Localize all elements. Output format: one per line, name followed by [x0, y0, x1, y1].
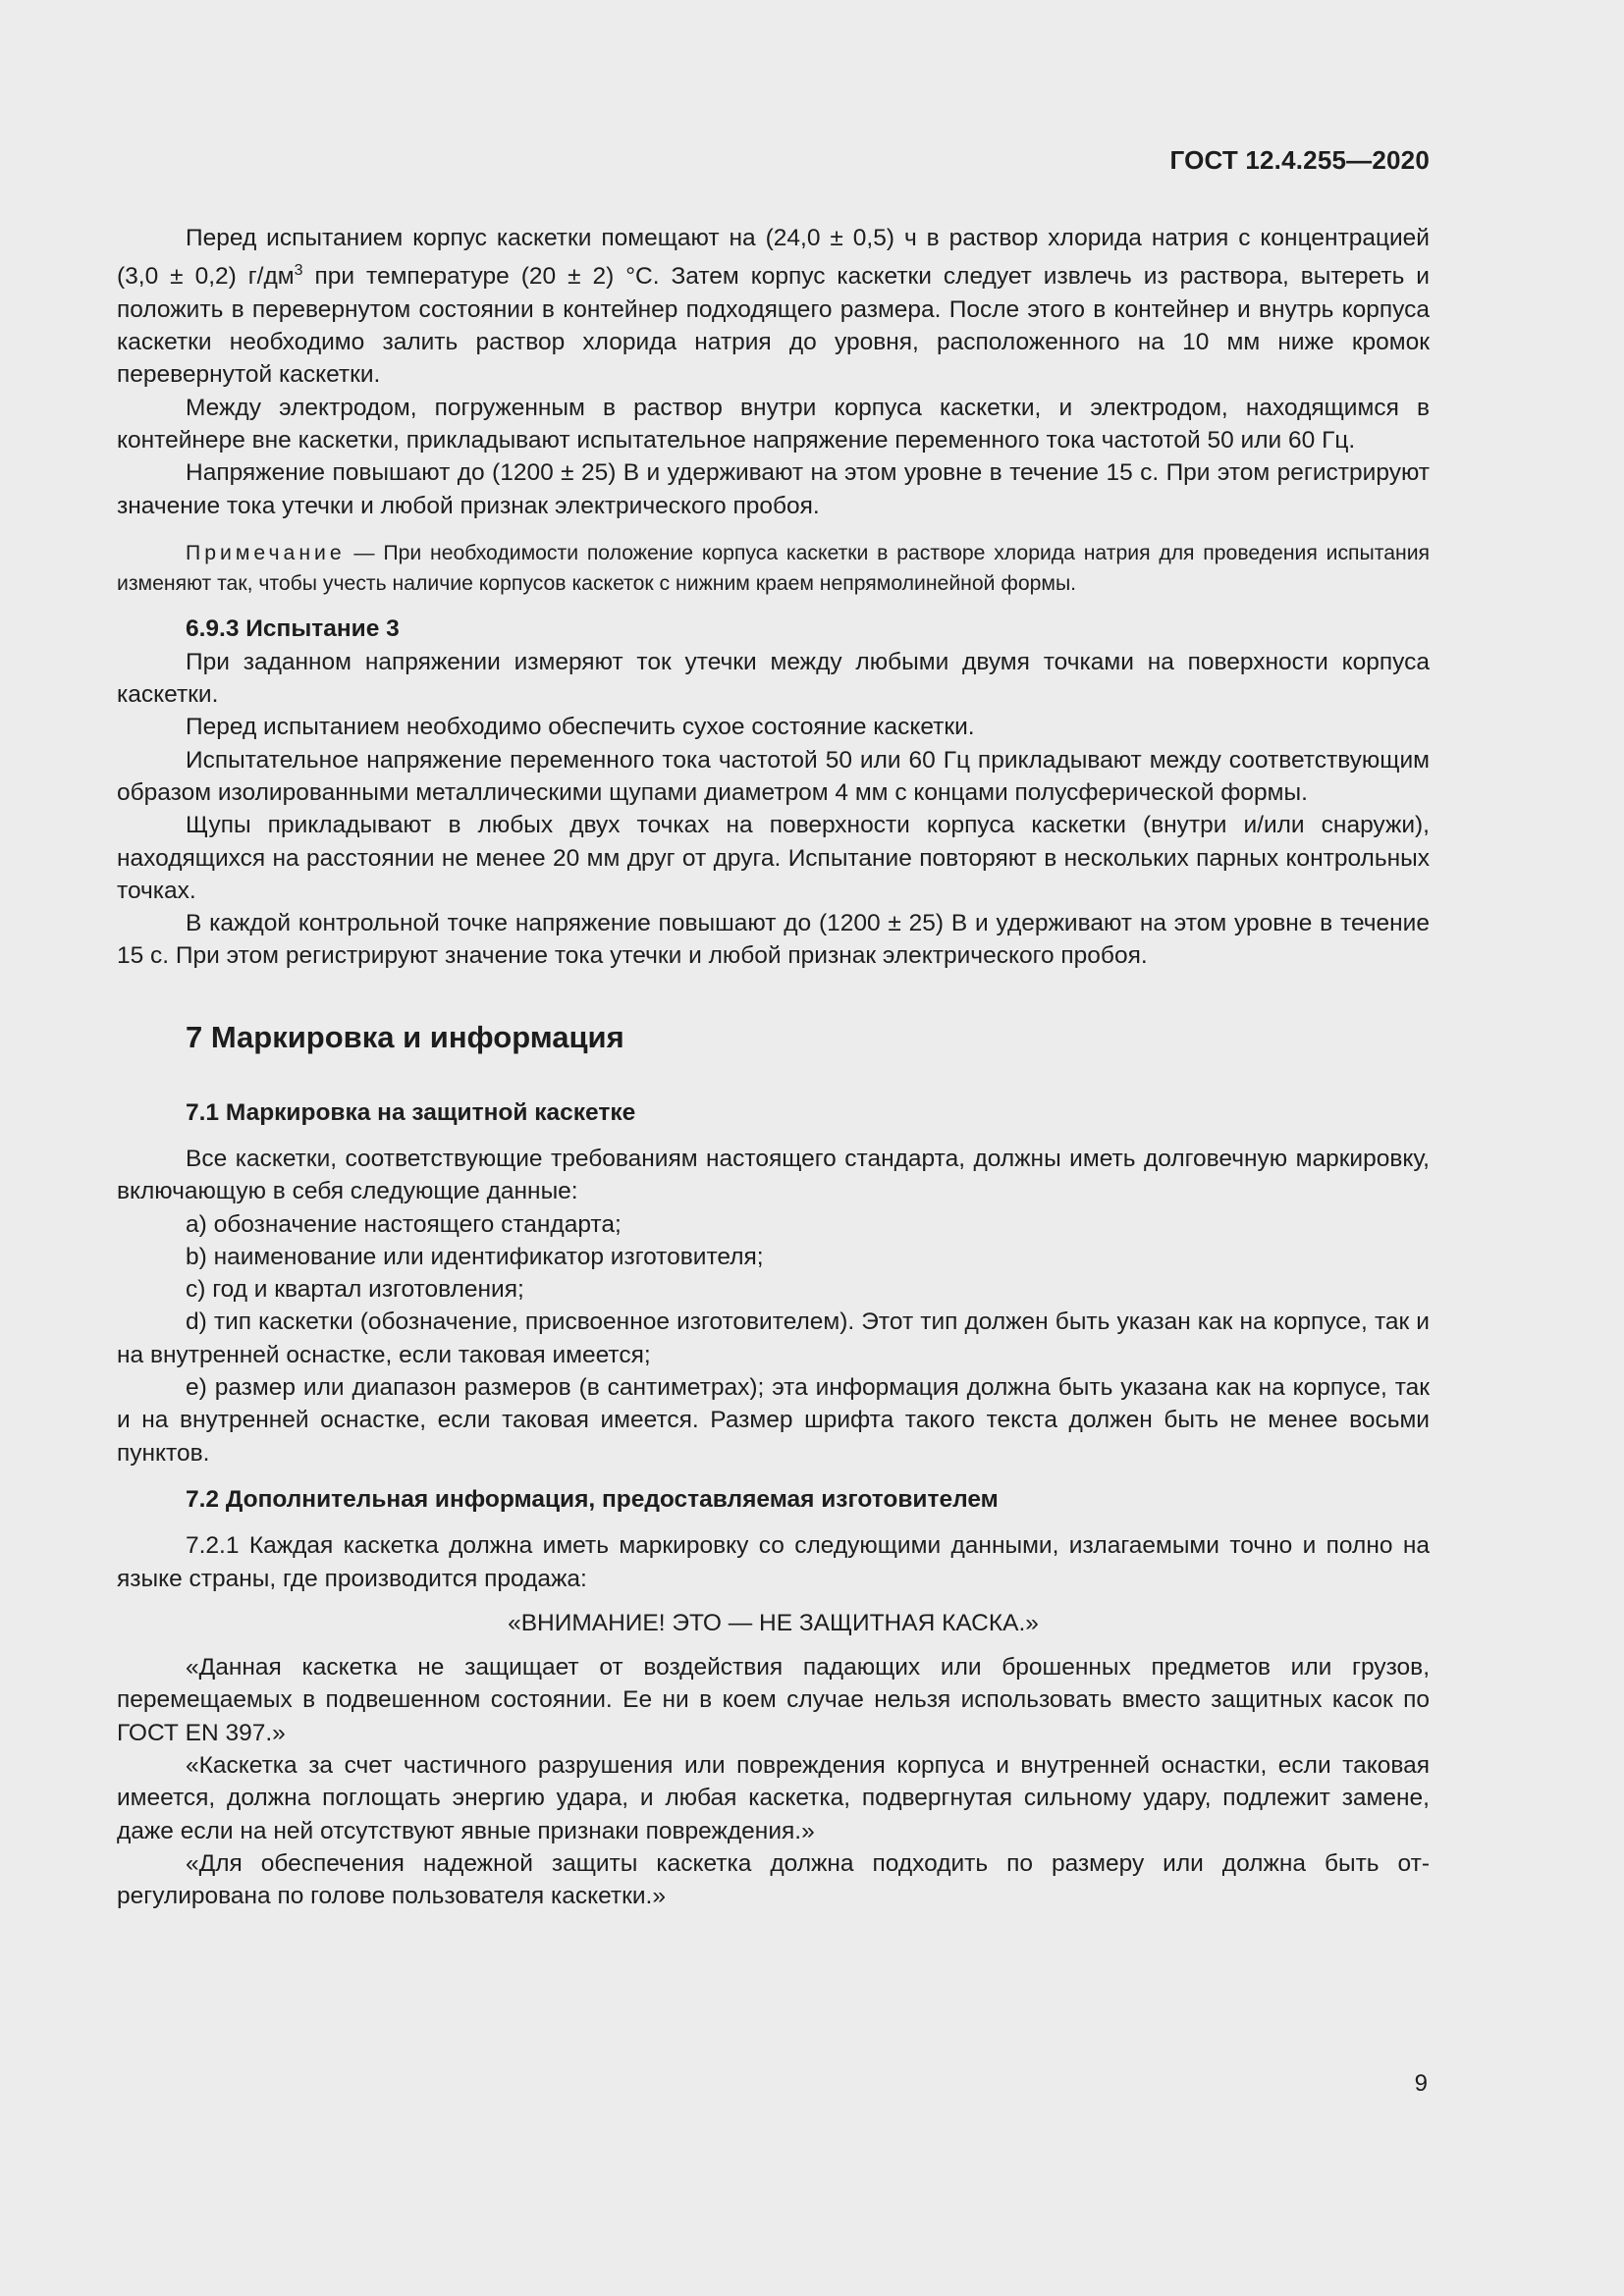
- paragraph: Между электродом, погруженным в раствор внутри корпуса каскетки, и электродом, находящимся в контейнере вне каскетки, прикладывают испытательное напряжение переменного тока частотой 50 или 60 Гц.: [117, 394, 1430, 454]
- document-page: [117, 0, 1430, 2296]
- paragraph: Щупы прикладывают в любых двух точках на поверхности корпуса каскетки (внутри и/или снаружи), находящихся на расстоянии не менее 20 мм друг от друга. Испытание повторяют в нескольких парных контрольных точках.: [117, 812, 1430, 904]
- document-body: [117, 222, 1430, 1913]
- list-item: d) тип каскетки (обозначение, присвоенное изготовителем). Этот тип должен быть указан как на корпусе, так и на внутренней оснастке, если таковая имеется;: [117, 1308, 1430, 1368]
- paragraph-text: при температуре (20 ± 2) °С. Затем корпус каскетки следует извлечь из раствора, вытереть и положить в перевернутом состоянии в контейнер подходящего размера. После этого в контейнер и внутрь корпуса каскетки необходимо залить раствор хлорида натрия до уровня, расположенного на 10 мм ниже кромок перевернутой каскетки.: [117, 263, 1430, 389]
- note-label: Примечание: [186, 541, 346, 564]
- paragraph: В каждой контрольной точке напряжение повышают до (1200 ± 25) В и удерживают на этом уровне в течение 15 с. При этом регистрируют значение тока утечки и любой признак электрического пробоя.: [117, 910, 1430, 970]
- section-heading-7: 7 Маркировка и информация: [186, 1019, 624, 1054]
- paragraph: «Каскетка за счет частичного разрушения или повреждения корпуса и внутренней оснастки, если таковая имеется, должна поглощать энергию удара, и любая каскетка, подвергнутая сильному удару, подлежит замене, даже если на ней отсутствуют явные признаки повреждения.»: [117, 1752, 1430, 1844]
- paragraph: «Данная каскетка не защищает от воздействия падающих или брошенных предметов или грузов, перемещаемых в подвешенном состоянии. Ее ни в коем случае нельзя использовать вместо защитных касок по ГОСТ EN 397.»: [117, 1654, 1430, 1746]
- section-heading-6-9-3: 6.9.3 Испытание 3: [186, 615, 400, 643]
- warning-text: «ВНИМАНИЕ! ЭТО — НЕ ЗАЩИТНАЯ КАСКА.»: [508, 1609, 1039, 1636]
- paragraph: «Для обеспечения надежной защиты каскетка должна подходить по размеру или должна быть отрегулирована по голове пользователя каскетки.»: [117, 1849, 1430, 1910]
- list-item: b) наименование или идентификатор изготовителя;: [186, 1243, 764, 1270]
- paragraph: Перед испытанием необходимо обеспечить сухое состояние каскетки.: [186, 714, 975, 741]
- paragraph: 7.2.1 Каждая каскетка должна иметь маркировку со следующими данными, излагаемыми точно и полно на языке страны, где производится продажа:: [117, 1532, 1430, 1592]
- note-text: — При необходимости положение корпуса каскетки в растворе хлорида натрия для проведения испытания изменяют так, чтобы учесть наличие корпусов каскеток с нижним краем непрямолинейной формы.: [117, 541, 1430, 596]
- paragraph: Напряжение повышают до (1200 ± 25) В и удерживают на этом уровне в течение 15 с. При этом регистрируют значение тока утечки и любой признак электрического пробоя.: [117, 459, 1430, 519]
- paragraph-text: Перед испытанием корпус каскетки помещают на (24,0 ± 0,5) ч в раствор хлорида натрия с концентрацией (3,0 ± 0,2) г/дм: [117, 225, 1430, 291]
- section-heading-7-2: 7.2 Дополнительная информация, предоставляемая изготовителем: [186, 1485, 999, 1513]
- list-item: e) размер или диапазон размеров (в сантиметрах); эта информация должна быть указана как на корпусе, так и на внутренней оснастке, если таковая имеется. Размер шрифта такого текста должен быть не менее восьми пунктов.: [117, 1374, 1430, 1467]
- paragraph: При заданном напряжении измеряют ток утечки между любыми двумя точками на поверхности корпуса каскетки.: [117, 648, 1430, 709]
- paragraph: Все каскетки, соответствующие требованиям настоящего стандарта, должны иметь долговечную маркировку, включающую в себя следующие данные:: [117, 1145, 1430, 1205]
- document-header: ГОСТ 12.4.255—2020: [1169, 145, 1430, 175]
- list-item: c) год и квартал изготовления;: [186, 1276, 524, 1304]
- superscript: 3: [294, 262, 303, 280]
- note: [117, 538, 1430, 600]
- section-heading-7-1: 7.1 Маркировка на защитной каскетке: [186, 1098, 636, 1126]
- paragraph: [117, 222, 1430, 392]
- list-item: a) обозначение настоящего стандарта;: [186, 1210, 622, 1238]
- page-number: 9: [1414, 2070, 1428, 2097]
- paragraph: Испытательное напряжение переменного тока частотой 50 или 60 Гц прикладывают между соответствующим образом изолированными металлическими щупами диаметром 4 мм с концами полусферической формы.: [117, 746, 1430, 806]
